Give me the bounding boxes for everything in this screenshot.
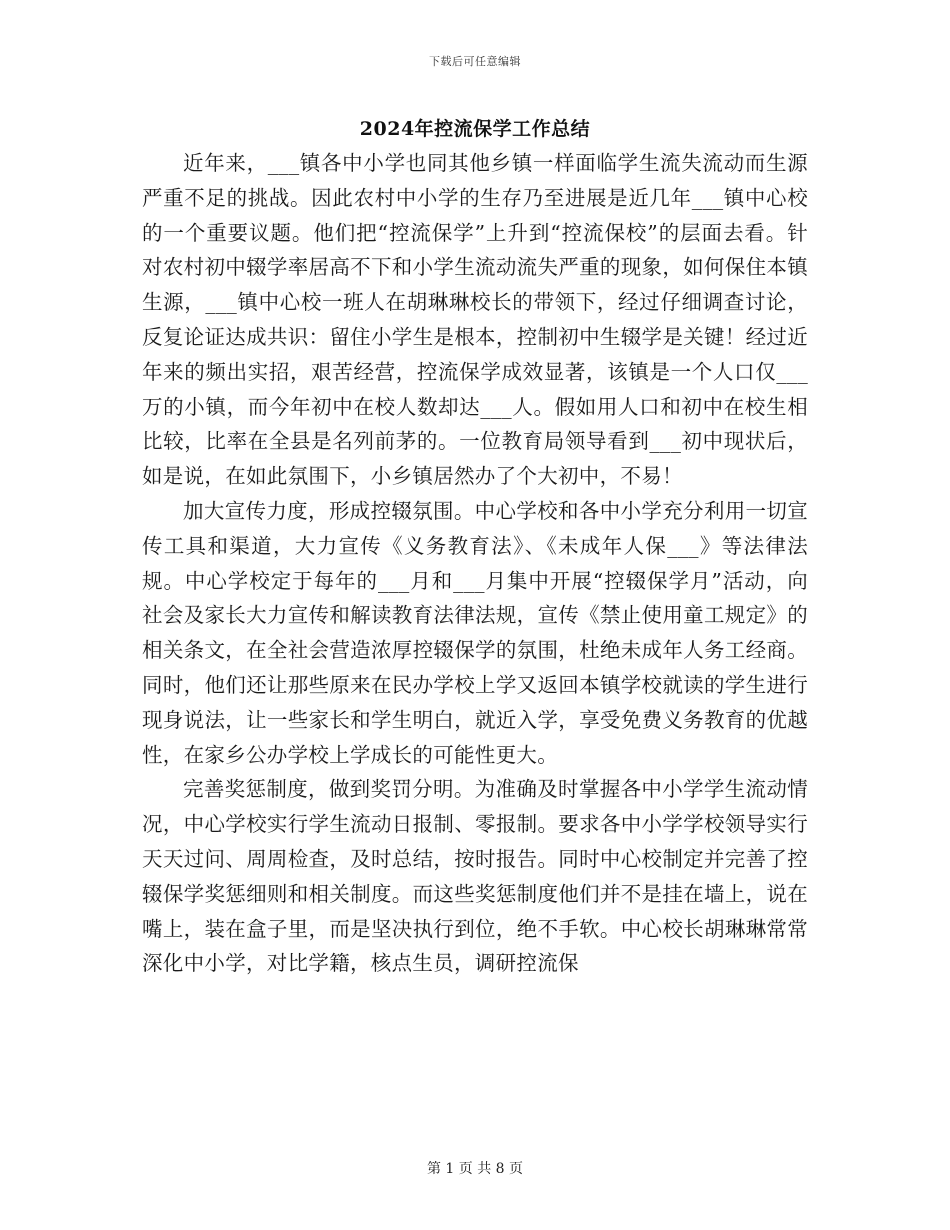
page-number: 第 1 页 共 8 页 <box>426 1161 524 1177</box>
paragraph-publicity: 加大宣传力度，形成控辍氛围。中心学校和各中小学充分利用一切宣传工具和渠道，大力宣传《义务教育法》、《未成年人保___》等法律法规。中心学校定于每年的___月和___月集中开展“控辍保学月”活动，向社会及家长大力宣传和解读教育法律法规，宣传《禁止使用童工规定》的相关条文，在全社会营造浓厚控辍保学的氛围，杜绝未成年人务工经商。同时，他们还让那些原来在民办学校上学又返回本镇学校就读的学生进行现身说法，让一些家长和学生明白，就近入学，享受免费义务教育的优越性，在家乡公办学校上学成长的可能性更大。 <box>142 498 808 767</box>
document-title: 2024年控流保学工作总结 <box>359 118 591 140</box>
paragraph-rewards: 完善奖惩制度，做到奖罚分明。为准确及时掌握各中小学学生流动情况，中心学校实行学生流动日报制、零报制。要求各中小学学校领导实行天天过问、周周检查，及时总结，按时报告。同时中心校制定并完善了控辍保学奖惩细则和相关制度。而这些奖惩制度他们并不是挂在墙上，说在嘴上，装在盒子里，而是坚决执行到位，绝不手软。中心校长胡琳琳常常深化中小学，对比学籍，核点生员，调研控流保 <box>142 777 808 976</box>
document-body <box>142 146 808 981</box>
page-header: 下载后可任意编辑 <box>429 55 521 68</box>
paragraph-intro: 近年来，___镇各中小学也同其他乡镇一样面临学生流失流动而生源严重不足的挑战。因此农村中小学的生存乃至进展是近几年___镇中心校的一个重要议题。他们把“控流保学”上升到“控流保校”的层面去看。针对农村初中辍学率居高不下和小学生流动流失严重的现象，如何保住本镇生源，___镇中心校一班人在胡琳琳校长的带领下，经过仔细调查讨论，反复论证达成共识：留住小学生是根本，控制初中生辍学是关键！经过近年来的频出实招，艰苦经营，控流保学成效显著，该镇是一个人口仅___万的小镇，而今年初中在校人数却达___人。假如用人口和初中在校生相比较，比率在全县是名列前茅的。一位教育局领导看到___初中现状后，如是说，在如此氛围下，小乡镇居然办了个大初中，不易！ <box>142 151 808 489</box>
